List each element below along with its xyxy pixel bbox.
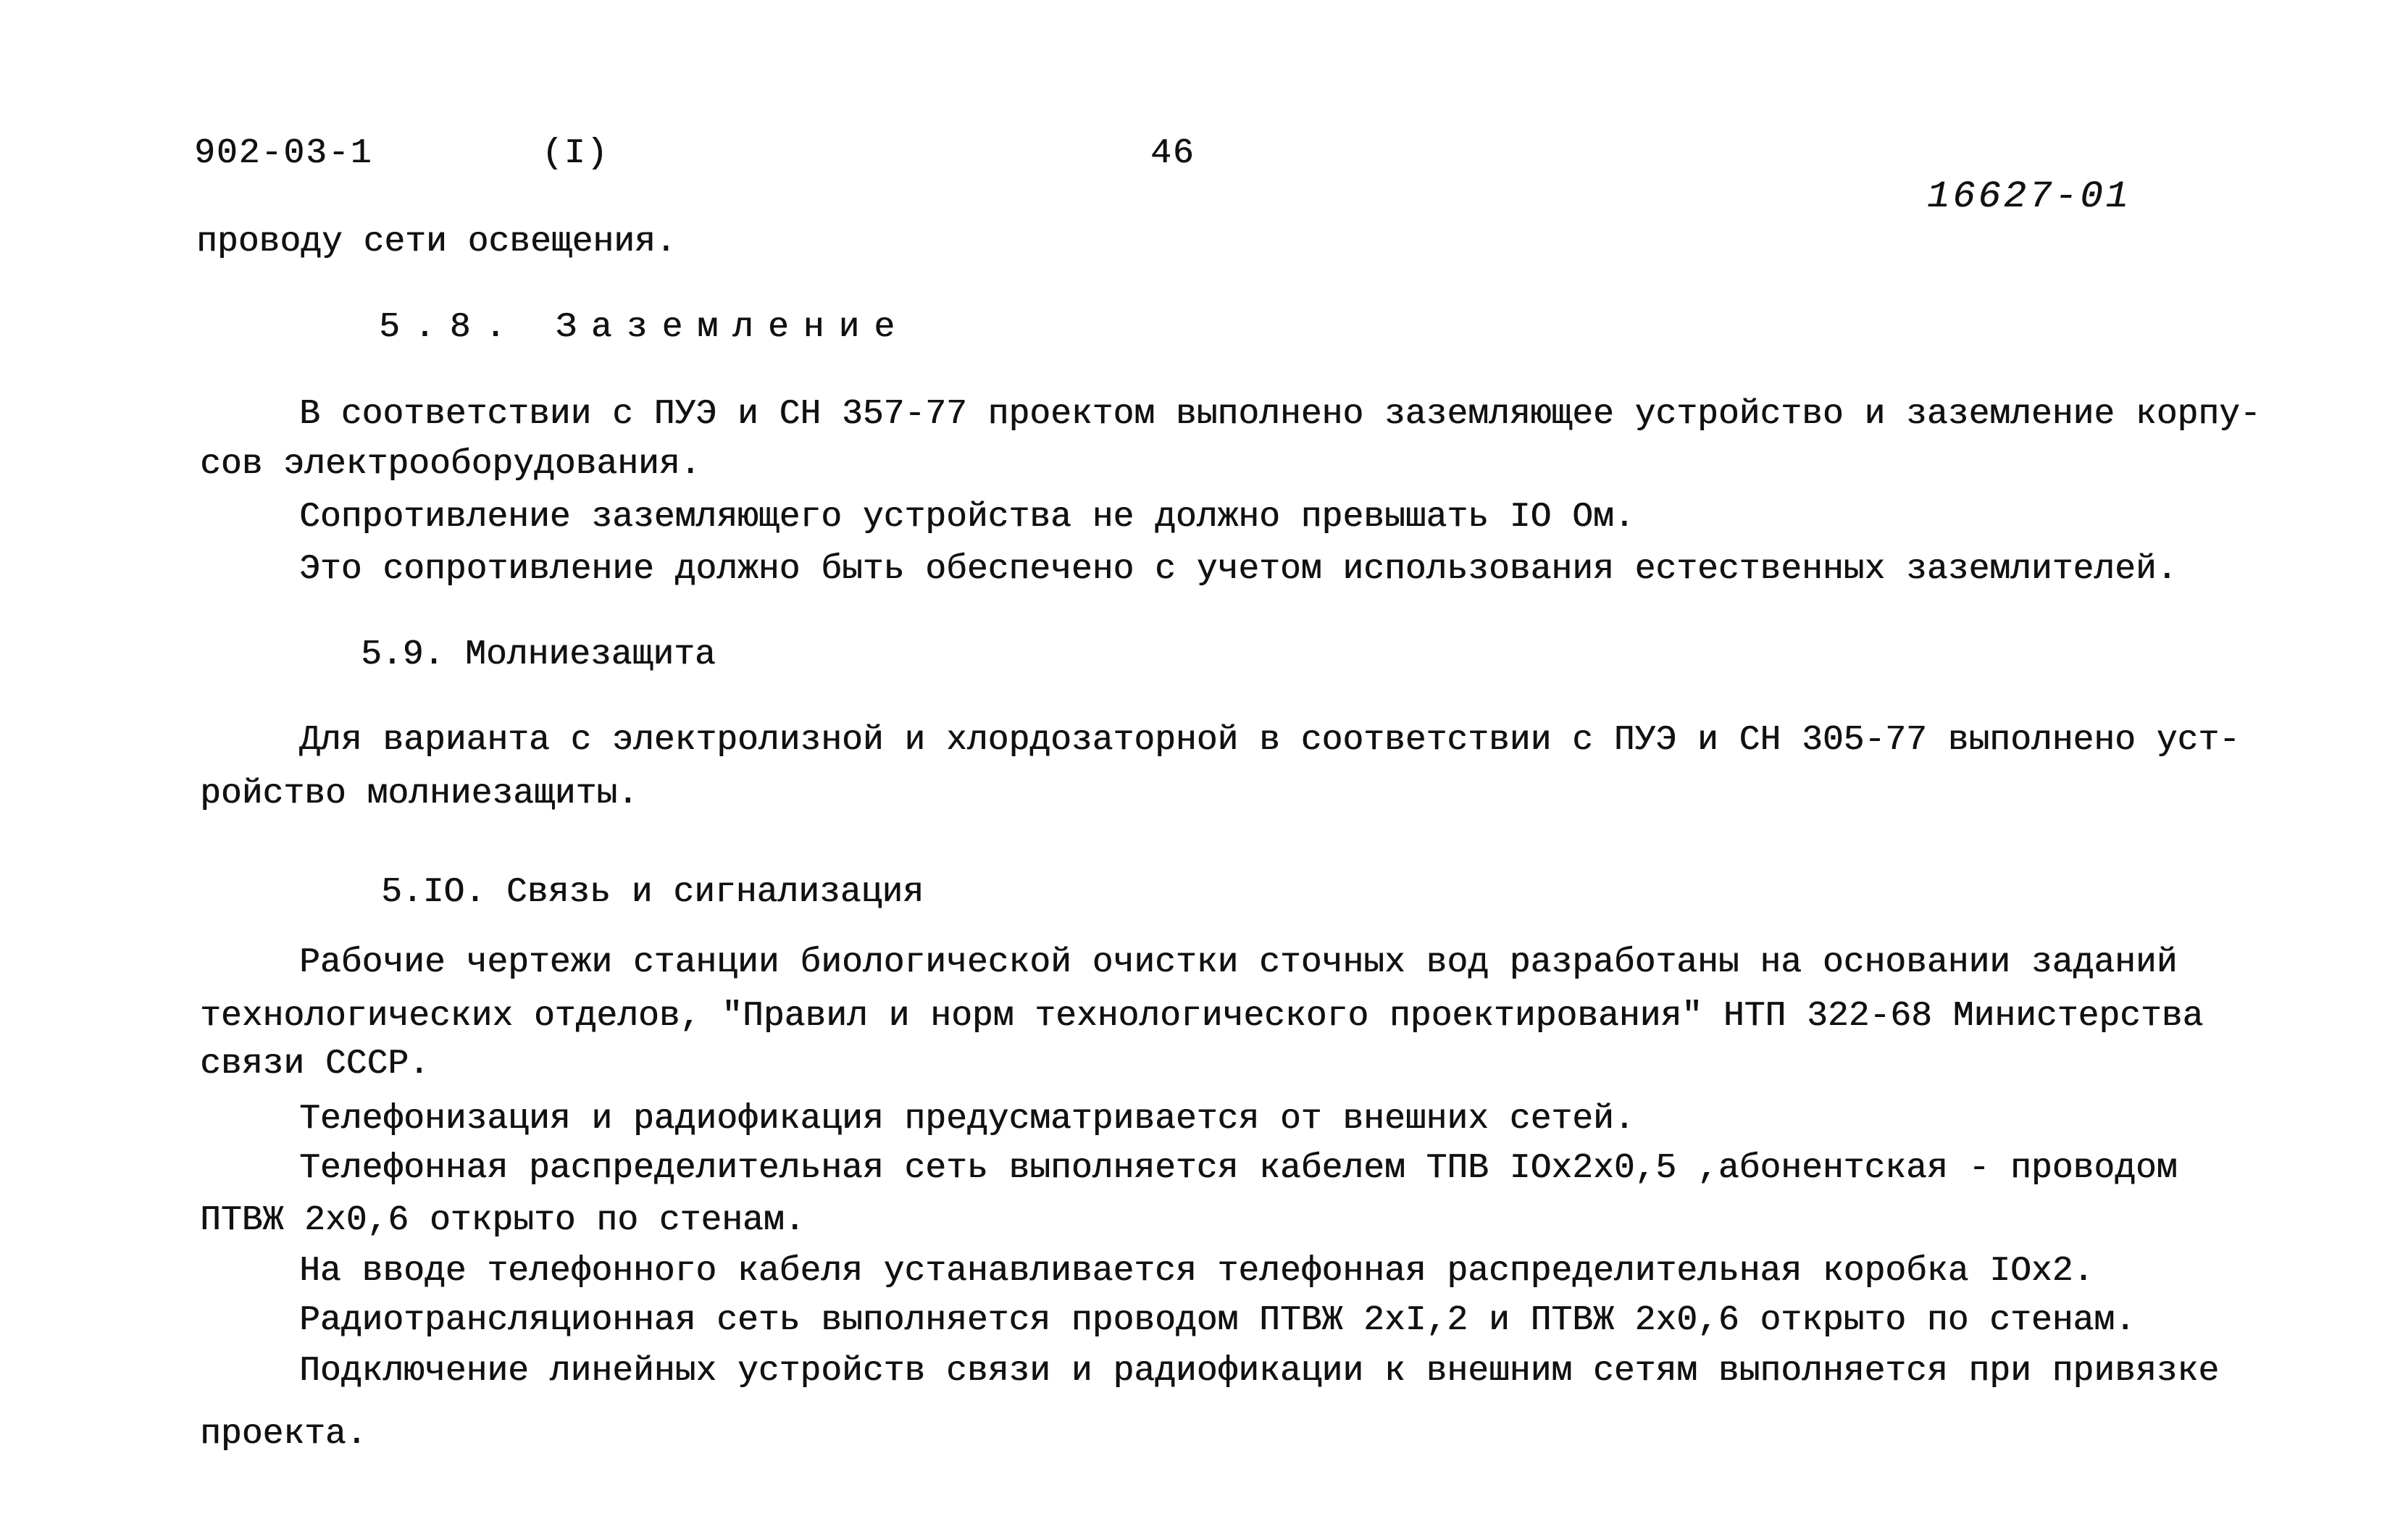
paragraph-line: связи СССР. xyxy=(200,1045,430,1084)
paragraph-line: Радиотрансляционная сеть выполняется проводом ПТВЖ 2xI,2 и ПТВЖ 2x0,6 открыто по стенам. xyxy=(299,1301,2136,1340)
volume-number: (I) xyxy=(542,134,609,173)
paragraph-line: ПТВЖ 2x0,6 открыто по стенам. xyxy=(200,1201,806,1240)
paragraph-line: Телефонизация и радиофикация предусматривается от внешних сетей. xyxy=(299,1100,1635,1139)
paragraph-line: Подключение линейных устройств связи и радиофикации к внешним сетям выполняется при привязке xyxy=(299,1352,2220,1391)
section-heading-lightning: 5.9. Молниезащита xyxy=(361,635,716,674)
document-code: 902-03-1 xyxy=(194,134,373,173)
paragraph-line: Рабочие чертежи станции биологической очистки сточных вод разработаны на основании заданий xyxy=(299,943,2178,982)
paragraph-line: В соответствии с ПУЭ и СН 357-77 проектом выполнено заземляющее устройство и заземление корпу- xyxy=(299,395,2261,434)
paragraph-line: проекта. xyxy=(200,1415,367,1454)
paragraph-line: ройство молниезащиты. xyxy=(200,774,638,813)
page-number: 46 xyxy=(1150,134,1195,173)
section-heading-communications: 5.IO. Связь и сигнализация xyxy=(381,873,924,912)
paragraph-line: технологических отделов, "Правил и норм технологического проектирования" НТП 322-68 Министерства xyxy=(200,997,2204,1036)
inventory-stamp: 16627-01 xyxy=(1927,175,2131,218)
paragraph-line: На вводе телефонного кабеля устанавливается телефонная распределительная коробка IOx2. xyxy=(299,1252,2094,1291)
paragraph-line: Сопротивление заземляющего устройства не должно превышать IO Ом. xyxy=(299,498,1635,537)
paragraph-line: сов электрооборудования. xyxy=(200,445,701,484)
continuation-line: проводу сети освещения. xyxy=(196,222,677,261)
paragraph-line: Телефонная распределительная сеть выполняется кабелем ТПВ IOx2x0,5 ,абонентская - проводом xyxy=(299,1149,2178,1188)
paragraph-line: Для варианта с электролизной и хлордозаторной в соответствии с ПУЭ и СН 305-77 выполнено уст- xyxy=(299,721,2240,760)
paragraph-line: Это сопротивление должно быть обеспечено с учетом использования естественных заземлителей. xyxy=(299,550,2178,589)
section-heading-grounding: 5.8. Заземление xyxy=(379,308,910,347)
